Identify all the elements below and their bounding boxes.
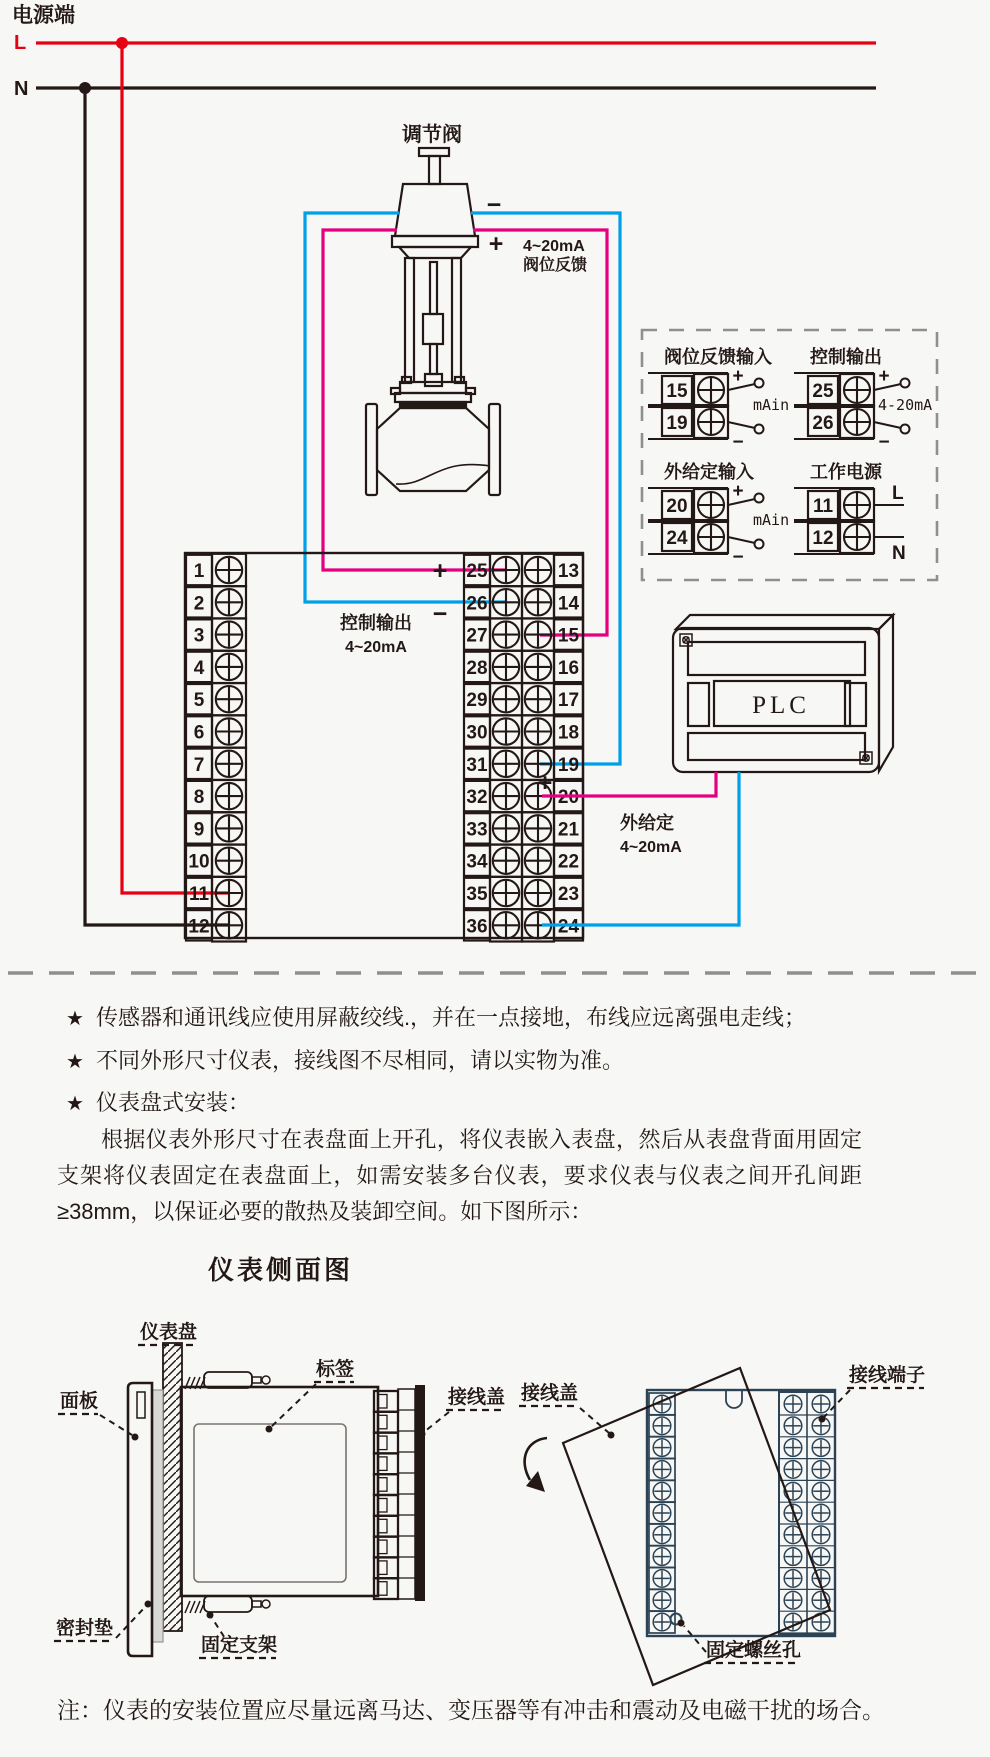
- svg-text:17: 17: [557, 690, 580, 712]
- left-terminal-strip: [186, 554, 246, 942]
- svg-text:32: 32: [466, 787, 488, 809]
- label-wiring-cover-2: 接线盖: [521, 1383, 579, 1404]
- wire-n-to-terminal-12: [85, 88, 229, 925]
- side-view-drawing: [128, 1343, 425, 1656]
- svg-text:3: 3: [193, 625, 205, 647]
- control-output-range: 4~20mA: [345, 639, 407, 656]
- terminal-25-13: [464, 554, 583, 586]
- setpoint-range: 4~20mA: [620, 839, 682, 856]
- svg-text:35: 35: [466, 884, 488, 905]
- terminal-26-minus: −: [432, 600, 448, 628]
- svg-text:26: 26: [812, 413, 834, 434]
- svg-text:6: 6: [193, 722, 205, 744]
- def-group-title: 阀位反馈输入: [664, 347, 772, 367]
- terminal-28-16: [464, 651, 583, 683]
- svg-text:27: 27: [466, 625, 488, 647]
- svg-text:26: 26: [466, 593, 488, 615]
- svg-text:11: 11: [812, 496, 834, 517]
- label-wiring-cover-1: 接线盖: [448, 1387, 506, 1408]
- label-front-panel: 面板: [60, 1391, 99, 1412]
- valve-plus-sign: +: [488, 230, 504, 258]
- svg-text:33: 33: [466, 819, 488, 841]
- svg-text:15: 15: [557, 625, 580, 647]
- line-l-label: L: [14, 32, 27, 54]
- terminal-29-17: [464, 683, 583, 715]
- installation-paragraph: 根据仪表外形尺寸在表盘面上开孔，将仪表嵌入表盘，然后从表盘背面用固定支架将仪表固定在表盘面上，如需安装多台仪表，要求仪表与仪表之间开孔间距≥38mm，以保证必要的散热及装卸空间。如下图所示：: [57, 1127, 862, 1224]
- note-bullet-3: [66, 1086, 250, 1117]
- svg-text:8: 8: [193, 787, 205, 809]
- svg-text:L: L: [892, 483, 904, 504]
- power-title: 电源端: [12, 4, 75, 27]
- terminal-definition-groups: [648, 346, 932, 568]
- terminal-1: [186, 554, 246, 586]
- def-group-note: mAin: [753, 511, 790, 529]
- svg-text:10: 10: [188, 851, 210, 873]
- terminal-7: [186, 748, 246, 780]
- instrument-outline: [185, 553, 583, 938]
- svg-text:N: N: [892, 543, 906, 564]
- terminal-5: [186, 683, 246, 715]
- note-2-text: 不同外形尺寸仪表，接线图不尽相同，请以实物为准。: [95, 1048, 624, 1073]
- setpoint-label: 外给定: [620, 813, 674, 833]
- terminal-2: [186, 586, 246, 618]
- svg-text:25: 25: [812, 381, 834, 402]
- svg-text:9: 9: [193, 819, 205, 841]
- terminal-11: [186, 877, 246, 909]
- note-bullet-1: [66, 1001, 806, 1032]
- svg-text:29: 29: [466, 690, 488, 712]
- label-wiring-terminals: 接线端子: [849, 1365, 926, 1386]
- installation-figures: [0, 1285, 990, 1757]
- def-group-1: [648, 346, 789, 453]
- svg-text:28: 28: [466, 657, 488, 679]
- svg-text:2: 2: [193, 593, 205, 615]
- svg-text:20: 20: [557, 787, 580, 809]
- svg-text:+: +: [732, 366, 744, 387]
- feedback-range: 4~20mA: [523, 238, 585, 255]
- svg-text:15: 15: [666, 381, 688, 402]
- svg-text:12: 12: [812, 528, 834, 549]
- svg-text:24: 24: [666, 528, 688, 549]
- terminal-26-14: [464, 586, 583, 618]
- svg-text:13: 13: [557, 561, 580, 582]
- svg-text:23: 23: [557, 884, 580, 905]
- bezel-detail: [137, 1392, 145, 1418]
- terminal-35-23: [464, 877, 583, 909]
- line-n-label: N: [14, 78, 29, 100]
- fixing-bracket-screw-bottom: [185, 1596, 270, 1613]
- star-icon: ★: [66, 1093, 84, 1115]
- side-view-terminal-blocks: [374, 1391, 398, 1599]
- rear-view-drawing: [525, 1368, 835, 1685]
- wire-feedback-minus-to-19: [471, 213, 620, 764]
- note-bullet-2: [66, 1044, 624, 1075]
- svg-text:+: +: [732, 481, 744, 502]
- svg-text:18: 18: [557, 722, 580, 744]
- terminal-cover-bar: [415, 1385, 425, 1601]
- def-group-note: 4-20mA: [878, 396, 933, 414]
- terminal-4: [186, 651, 246, 683]
- def-group-3: [648, 461, 789, 568]
- svg-text:1: 1: [193, 561, 205, 582]
- note-1-text: 传感器和通讯线应使用屏蔽绞线.，并在一点接地，布线应远离强电走线；: [95, 1005, 807, 1030]
- gasket-strip: [152, 1390, 163, 1642]
- label-sticker-area: [194, 1424, 346, 1582]
- label-fixing-screw-hole: 固定螺丝孔: [706, 1640, 802, 1661]
- feedback-label: 阀位反馈: [523, 257, 588, 274]
- rear-left-terminals: [649, 1393, 675, 1633]
- terminal-9: [186, 812, 246, 844]
- svg-text:21: 21: [557, 819, 580, 841]
- plc-label: PLC: [752, 692, 810, 719]
- svg-text:−: −: [878, 432, 890, 453]
- def-group-title: 控制输出: [810, 347, 882, 367]
- svg-text:14: 14: [557, 593, 580, 615]
- def-group-title: 外给定输入: [664, 462, 754, 482]
- def-group-note: mAin: [753, 396, 790, 414]
- svg-text:5: 5: [193, 690, 205, 712]
- star-icon: ★: [66, 1008, 84, 1030]
- middle-terminal-strip: [464, 554, 583, 942]
- label-gasket: 密封垫: [56, 1618, 114, 1639]
- valve-minus-sign: −: [486, 191, 502, 219]
- svg-text:19: 19: [666, 413, 688, 434]
- terminal-12: [186, 909, 246, 941]
- svg-text:25: 25: [466, 561, 488, 582]
- note-3-text: 仪表盘式安装：: [95, 1090, 250, 1115]
- control-output-label: 控制输出: [340, 613, 412, 633]
- control-valve-drawing: [366, 148, 500, 495]
- svg-text:19: 19: [557, 754, 580, 776]
- terminal-31-19: [464, 748, 583, 780]
- rotation-arrow: [525, 1438, 547, 1480]
- label-panel-board: 仪表盘: [140, 1322, 198, 1343]
- terminal-34-22: [464, 845, 583, 877]
- svg-text:31: 31: [466, 754, 488, 776]
- terminal-8: [186, 780, 246, 812]
- svg-text:30: 30: [466, 722, 488, 744]
- figure-title: 仪表侧面图: [208, 1256, 354, 1285]
- valve-title: 调节阀: [402, 124, 462, 146]
- front-bezel: [128, 1383, 152, 1656]
- panel-board-hatch: [163, 1343, 182, 1631]
- instrument-body-side: [181, 1387, 378, 1596]
- def-group-title: 工作电源: [810, 462, 882, 482]
- svg-text:16: 16: [557, 657, 580, 679]
- svg-text:−: −: [732, 432, 744, 453]
- terminal-25-plus: +: [432, 557, 448, 585]
- label-tag: 标签: [316, 1359, 355, 1380]
- terminal-27-15: [464, 618, 583, 650]
- terminal-3: [186, 618, 246, 650]
- bottom-warning-note: 注：仪表的安装位置应尽量远离马达、变压器等有冲击和震动及电磁干扰的场合。: [57, 1697, 885, 1723]
- svg-text:12: 12: [188, 916, 210, 938]
- svg-text:+: +: [878, 366, 890, 387]
- setpoint-minus-sign: −: [537, 896, 553, 924]
- rear-top-notch: [726, 1391, 742, 1408]
- svg-text:4: 4: [193, 657, 205, 679]
- terminal-30-18: [464, 715, 583, 747]
- plc-corner-screw-icon: [680, 634, 692, 646]
- terminal-33-21: [464, 812, 583, 844]
- svg-text:7: 7: [193, 754, 205, 776]
- svg-text:22: 22: [557, 851, 580, 873]
- svg-text:−: −: [732, 547, 744, 568]
- svg-text:11: 11: [188, 884, 210, 905]
- terminal-10: [186, 845, 246, 877]
- svg-text:20: 20: [666, 496, 688, 517]
- svg-text:24: 24: [557, 916, 580, 938]
- def-group-2: [794, 346, 932, 453]
- def-group-4: [794, 461, 906, 564]
- terminal-cover-cells: [398, 1410, 415, 1578]
- label-fixing-bracket: 固定支架: [201, 1635, 278, 1656]
- rotation-arrowhead-icon: [526, 1471, 545, 1492]
- terminal-6: [186, 715, 246, 747]
- setpoint-plus-sign: +: [537, 769, 553, 797]
- star-icon: ★: [66, 1051, 84, 1073]
- svg-text:36: 36: [466, 916, 488, 938]
- svg-text:34: 34: [466, 851, 488, 873]
